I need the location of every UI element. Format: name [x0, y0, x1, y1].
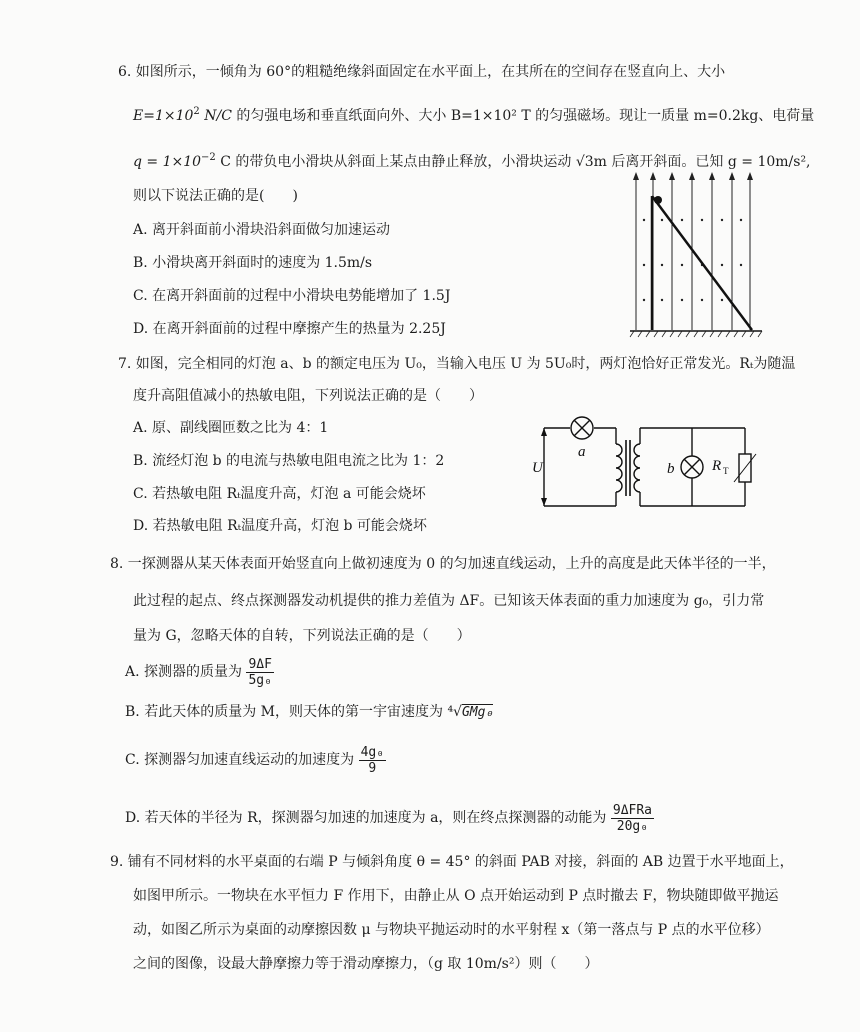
slider-block — [654, 196, 662, 204]
q6-q-prefix: q = 1×10 — [133, 154, 202, 170]
q8-option-c-fraction: $\frac{\text{4g₀}}{9}$ — [360, 744, 385, 776]
label-rt-sub: T — [723, 466, 729, 476]
q7-line-2: 度升高阻值减小的热敏电阻，下列说法正确的是（ ） — [133, 388, 483, 404]
label-b: b — [667, 461, 675, 477]
lamp-a-icon — [571, 417, 593, 439]
q6-q-exponent: −2 — [201, 152, 216, 163]
q8-line-2: 此过程的起点、终点探测器发动机提供的推力差值为 ΔF。已知该天体表面的重力加速度为 g₀，引力常 — [133, 593, 765, 609]
q6-incline-figure — [628, 170, 768, 342]
q8-option-b — [125, 702, 493, 723]
q8-option-a-text: A. 探测器的质量为 — [125, 664, 243, 680]
q8-option-c-text: C. 探测器匀加速直线运动的加速度为 — [125, 752, 355, 768]
q8-option-a-fraction: $\frac{9\Delta F}{\text{5g₀}}$ — [248, 656, 272, 688]
q6-option-a: A. 离开斜面前小滑块沿斜面做匀加速运动 — [133, 222, 391, 238]
q6-e-exponent: 2 — [193, 106, 200, 117]
q8-option-b-root: ⁴√ — [447, 704, 462, 720]
q7-option-b: B. 流经灯泡 b 的电流与热敏电阻电流之比为 1：2 — [133, 453, 445, 469]
label-rt: R — [712, 458, 722, 474]
q6-e-unit: N/C — [204, 108, 232, 124]
q6-option-d: D. 在离开斜面前的过程中摩擦产生的热量为 2.25J — [133, 321, 446, 337]
q8-option-d — [125, 800, 654, 836]
q6-line-1: 6. 如图所示，一倾角为 60°的粗糙绝缘斜面固定在水平面上，在其所在的空间存在竖直向上、大小 — [118, 64, 726, 80]
q8-option-b-radicand: GMg₀ — [461, 705, 494, 720]
q7-circuit-figure — [530, 410, 770, 516]
q9-line-3: 动，如图乙所示为桌面的动摩擦因数 μ 与物块平抛运动时的水平射程 x（第一落点与 P 点的水平位移） — [133, 922, 770, 938]
q8-line-1: 8. 一探测器从某天体表面开始竖直向上做初速度为 0 的匀加速直线运动，上升的高度是此天体半径的一半， — [110, 556, 776, 572]
q8-option-a — [125, 654, 274, 690]
q8-line-3: 量为 G，忽略天体的自转，下列说法正确的是（ ） — [133, 628, 471, 644]
q9-line-1: 9. 铺有不同材料的水平桌面的右端 P 与倾斜角度 θ = 45° 的斜面 PAB 对接，斜面的 AB 边置于水平地面上， — [110, 854, 794, 870]
label-u: U — [532, 460, 543, 476]
lamp-b-icon — [681, 456, 703, 478]
q8-option-c — [125, 742, 386, 778]
q7-option-c: C. 若热敏电阻 Rₜ温度升高，灯泡 a 可能会烧坏 — [133, 486, 426, 502]
q7-option-a: A. 原、副线圈匝数之比为 4：1 — [133, 420, 329, 436]
q8-option-d-text: D. 若天体的半径为 R，探测器匀加速的加速度为 a，则在终点探测器的动能为 — [125, 810, 607, 826]
q7-line-1: 7. 如图，完全相同的灯泡 a、b 的额定电压为 U₀，当输入电压 U 为 5U₀时，两灯泡恰好正常发光。Rₜ为随温 — [118, 356, 796, 372]
q9-line-2: 如图甲所示。一物块在水平恒力 F 作用下，由静止从 O 点开始运动到 P 点时撤去 F，物块随即做平抛运 — [133, 888, 779, 904]
q6-option-b: B. 小滑块离开斜面时的速度为 1.5m/s — [133, 255, 373, 271]
label-a: a — [578, 444, 586, 460]
q6-line-2 — [133, 102, 814, 126]
q9-line-4: 之间的图像，设最大静摩擦力等于滑动摩擦力，（g 取 10m/s²）则（ ） — [133, 956, 599, 972]
q6-line-3 — [133, 148, 811, 172]
q6-option-c: C. 在离开斜面前的过程中小滑块电势能增加了 1.5J — [133, 288, 451, 304]
q7-option-d: D. 若热敏电阻 Rₜ温度升高，灯泡 b 可能会烧坏 — [133, 518, 427, 534]
q6-e-prefix: E=1×10 — [133, 108, 194, 124]
q8-option-b-text: B. 若此天体的质量为 M，则天体的第一宇宙速度为 — [125, 704, 443, 720]
q8-option-d-fraction: $\frac{\text{9ΔFRa}}{\text{20g₀}}$ — [612, 802, 653, 834]
q6-line-4: 则以下说法正确的是( ) — [133, 188, 298, 204]
q6-line-3-rest: C 的带负电小滑块从斜面上某点由静止释放，小滑块运动 √3m 后离开斜面。已知 g = 10m/s², — [215, 154, 811, 170]
q6-line-2-rest: 的匀强电场和垂直纸面向外、大小 B=1×10² T 的匀强磁场。现让一质量 m=0.2kg、电荷量 — [231, 108, 815, 124]
